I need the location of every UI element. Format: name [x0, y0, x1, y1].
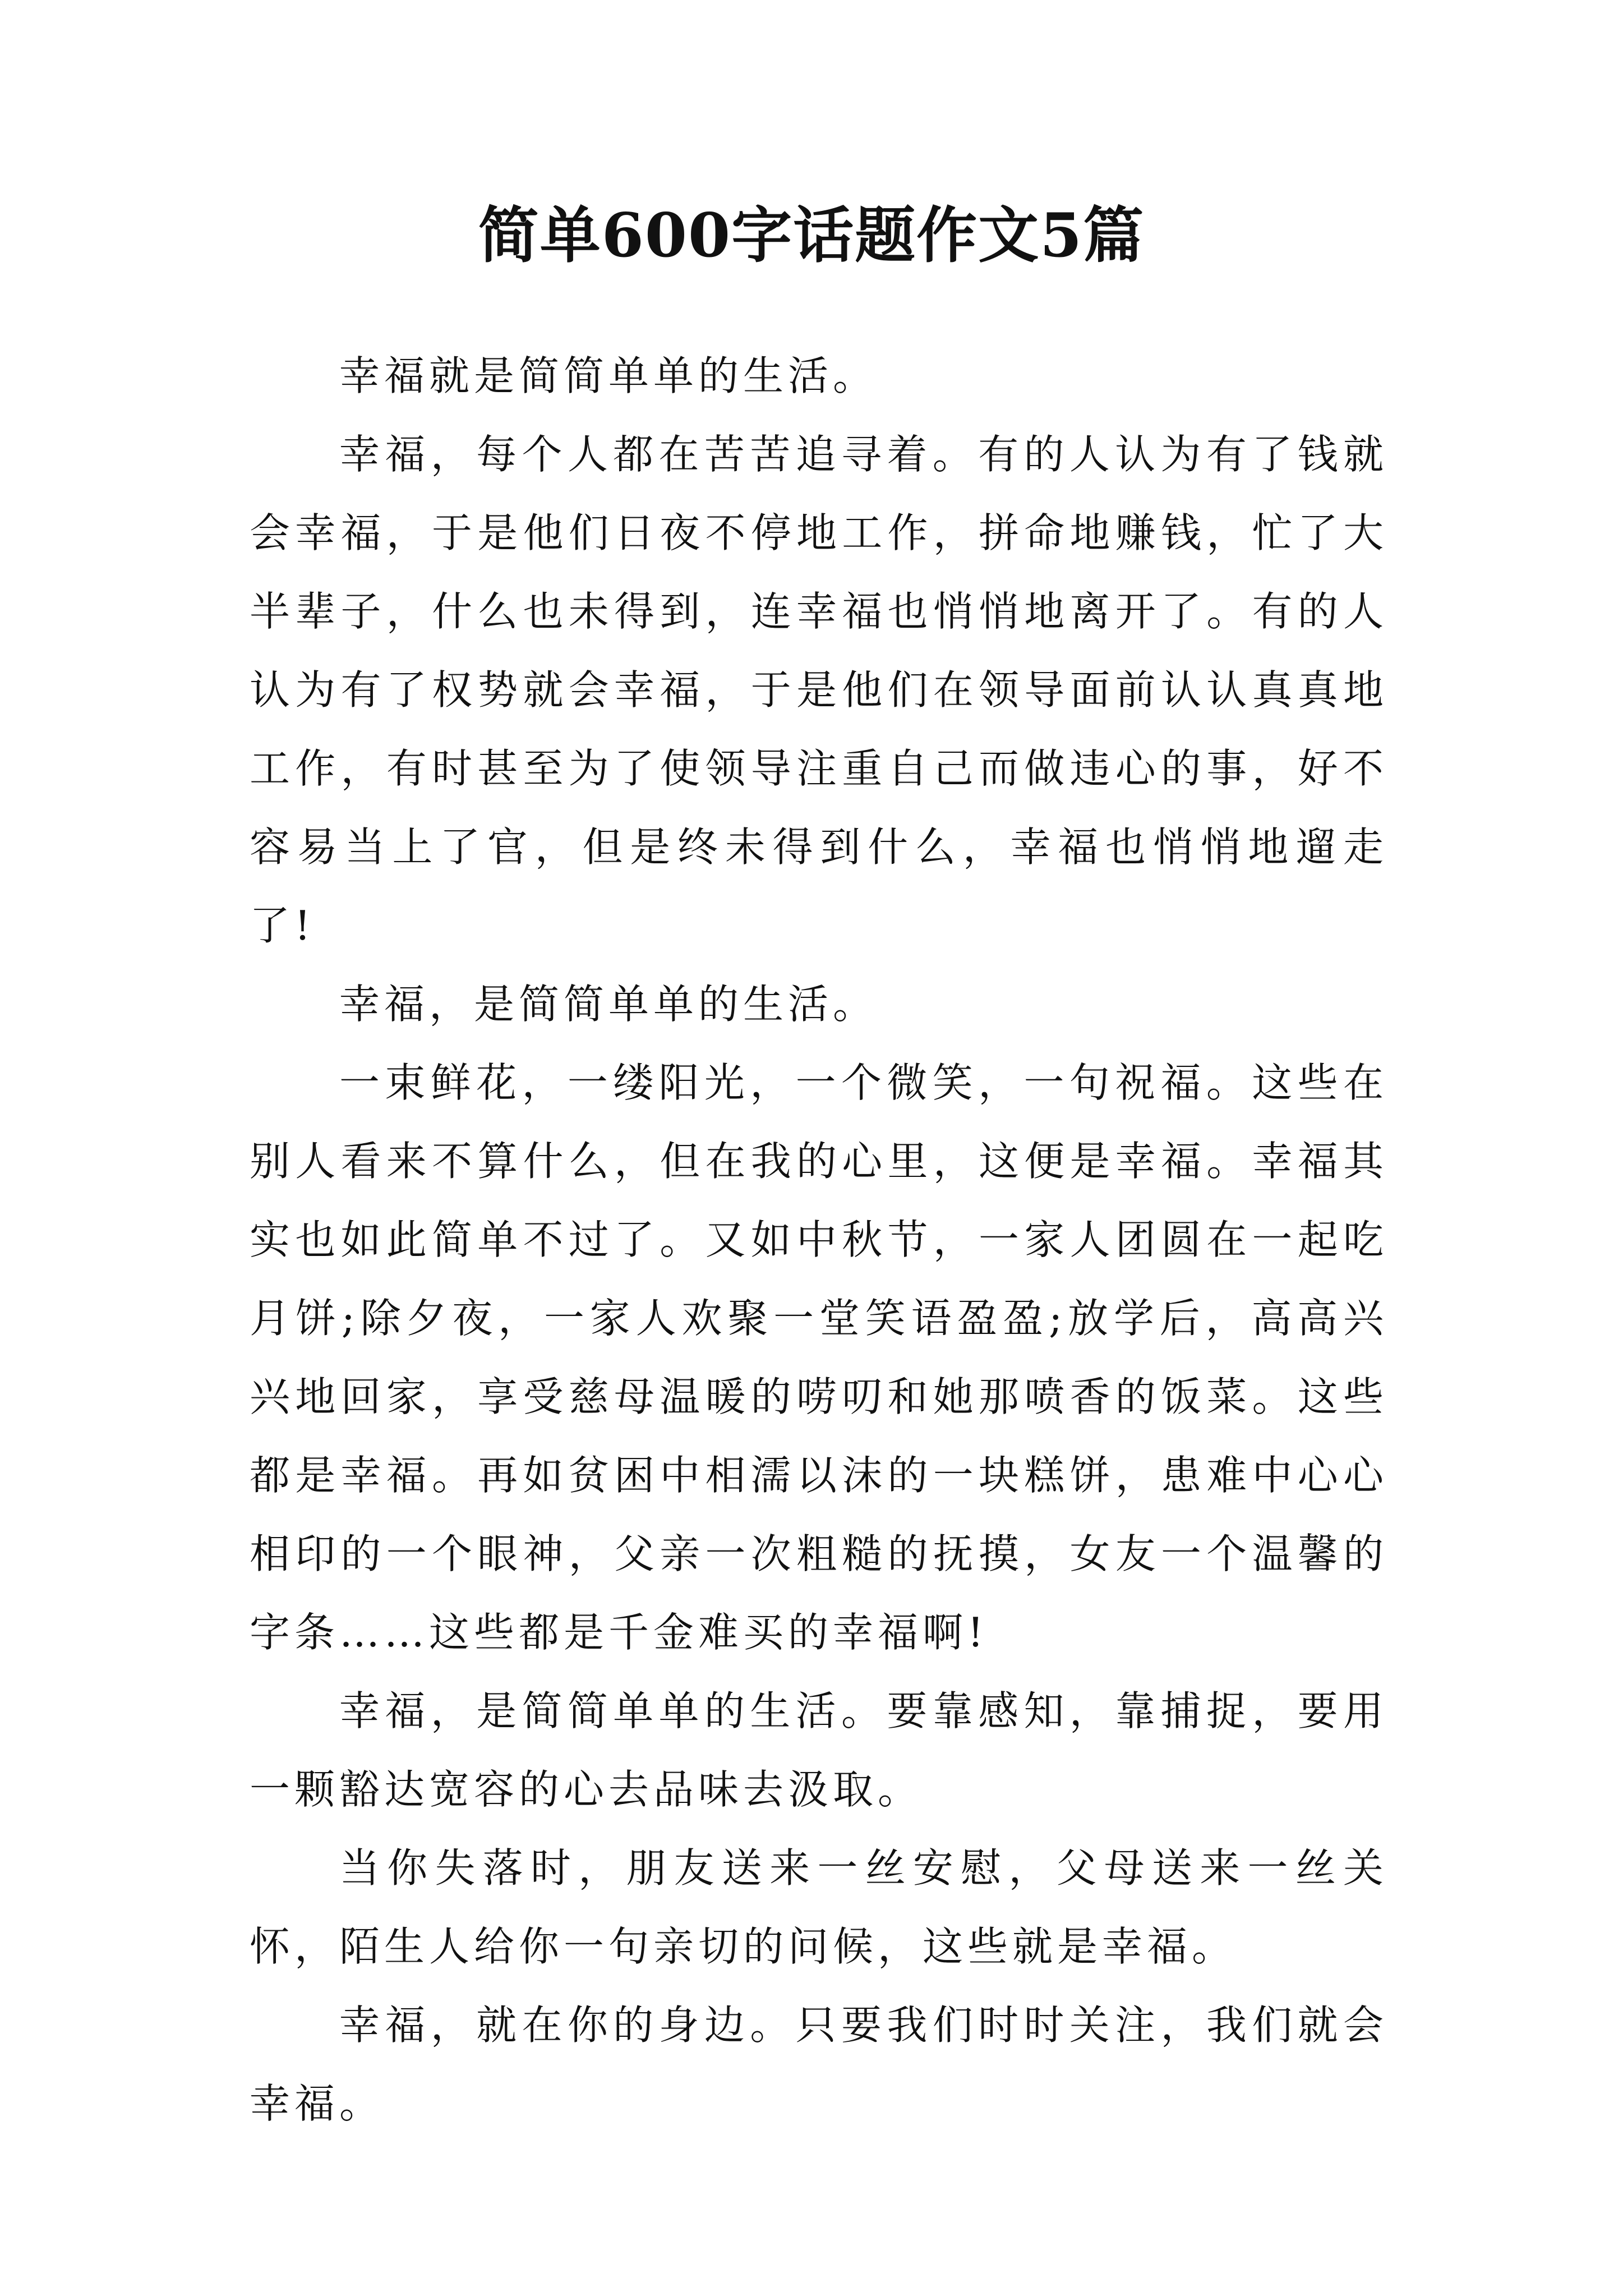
document-title: 简单600字话题作文5篇	[478, 200, 1145, 271]
paragraph: 幸福，每个人都在苦苦追寻着。有的人认为有了钱就会幸福，于是他们日夜不停地工作，拼命地赚钱，忙了大半辈子，什么也未得到，连幸福也悄悄地离开了。有的人认为有了权势就会幸福，于是他们在领导面前认认真真地工作，有时甚至为了使领导注重自己而做违心的事，好不容易当上了官，但是终未得到什么，幸福也悄悄地遛走了!	[250, 431, 1388, 949]
paragraph: 幸福，是简简单单的生活。要靠感知，靠捕捉，要用一颗豁达宽容的心去品味去汲取。	[250, 1687, 1388, 1813]
paragraph: 幸福，就在你的身边。只要我们时时关注，我们就会幸福。	[250, 2001, 1388, 2127]
paragraph: 幸福，是简简单单的生活。	[339, 981, 878, 1028]
paragraph: 一束鲜花，一缕阳光，一个微笑，一句祝福。这些在别人看来不算什么，但在我的心里，这便是幸福。幸福其实也如此简单不过了。又如中秋节，一家人团圆在一起吃月饼;除夕夜，一家人欢聚一堂笑语盈盈;放学后，高高兴兴地回家，享受慈母温暖的唠叨和她那喷香的饭菜。这些都是幸福。再如贫困中相濡以沫的一块糕饼，患难中心心相印的一个眼神，父亲一次粗糙的抚摸，女友一个温馨的字条……这些都是千金难买的幸福啊!	[250, 1059, 1388, 1656]
document-body	[250, 337, 1388, 2143]
paragraph: 当你失落时，朋友送来一丝安慰，父母送来一丝关怀，陌生人给你一句亲切的问候，这些就是幸福。	[250, 1844, 1388, 1970]
paragraph: 幸福就是简简单单的生活。	[339, 352, 878, 399]
